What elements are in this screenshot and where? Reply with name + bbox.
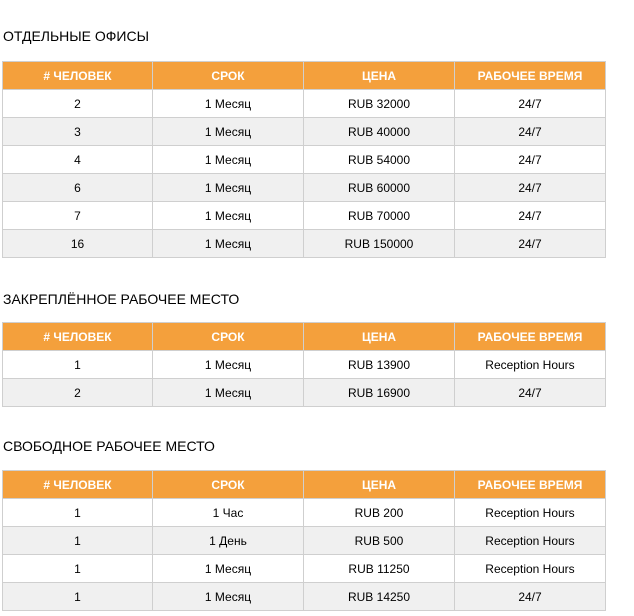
section-title-hot-desk: СВОБОДНОЕ РАБОЧЕЕ МЕСТО	[3, 438, 215, 454]
table-row	[3, 174, 606, 202]
cell-price: RUB 54000	[304, 146, 455, 174]
cell-people: 1	[3, 583, 153, 611]
cell-price: RUB 70000	[304, 202, 455, 230]
header-term: СРОК	[153, 62, 304, 90]
cell-people: 1	[3, 351, 153, 379]
cell-term: 1 Месяц	[153, 202, 304, 230]
cell-term: 1 Месяц	[153, 351, 304, 379]
table-header-row	[3, 62, 606, 90]
cell-term: 1 Месяц	[153, 174, 304, 202]
pricing-table-private-offices	[2, 61, 606, 258]
cell-people: 2	[3, 90, 153, 118]
table-header-row	[3, 471, 606, 499]
cell-price: RUB 150000	[304, 230, 455, 258]
header-price: ЦЕНА	[304, 62, 455, 90]
cell-working-hours: 24/7	[455, 230, 606, 258]
cell-people: 7	[3, 202, 153, 230]
cell-people: 1	[3, 527, 153, 555]
cell-people: 1	[3, 555, 153, 583]
cell-working-hours: 24/7	[455, 174, 606, 202]
cell-term: 1 Месяц	[153, 583, 304, 611]
table-row	[3, 146, 606, 174]
cell-people: 4	[3, 146, 153, 174]
cell-working-hours: 24/7	[455, 146, 606, 174]
cell-price: RUB 16900	[304, 379, 455, 407]
cell-people: 2	[3, 379, 153, 407]
cell-people: 6	[3, 174, 153, 202]
table-row	[3, 118, 606, 146]
cell-people: 16	[3, 230, 153, 258]
cell-people: 3	[3, 118, 153, 146]
header-people: # ЧЕЛОВЕК	[3, 323, 153, 351]
table-row	[3, 202, 606, 230]
header-term: СРОК	[153, 471, 304, 499]
cell-working-hours: 24/7	[455, 118, 606, 146]
pricing-table-hot-desk	[2, 470, 606, 611]
cell-price: RUB 13900	[304, 351, 455, 379]
cell-term: 1 Месяц	[153, 146, 304, 174]
cell-price: RUB 200	[304, 499, 455, 527]
cell-working-hours: Reception Hours	[455, 351, 606, 379]
header-people: # ЧЕЛОВЕК	[3, 62, 153, 90]
cell-working-hours: Reception Hours	[455, 555, 606, 583]
table-header-row	[3, 323, 606, 351]
table-row	[3, 90, 606, 118]
table-row	[3, 583, 606, 611]
cell-price: RUB 14250	[304, 583, 455, 611]
cell-term: 1 День	[153, 527, 304, 555]
cell-term: 1 Месяц	[153, 90, 304, 118]
table-row	[3, 527, 606, 555]
cell-working-hours: 24/7	[455, 583, 606, 611]
header-working-hours: РАБОЧЕЕ ВРЕМЯ	[455, 471, 606, 499]
header-price: ЦЕНА	[304, 323, 455, 351]
cell-term: 1 Час	[153, 499, 304, 527]
cell-term: 1 Месяц	[153, 118, 304, 146]
cell-term: 1 Месяц	[153, 230, 304, 258]
cell-working-hours: 24/7	[455, 202, 606, 230]
header-working-hours: РАБОЧЕЕ ВРЕМЯ	[455, 62, 606, 90]
cell-term: 1 Месяц	[153, 379, 304, 407]
table-row	[3, 555, 606, 583]
header-people: # ЧЕЛОВЕК	[3, 471, 153, 499]
table-row	[3, 230, 606, 258]
header-price: ЦЕНА	[304, 471, 455, 499]
cell-price: RUB 11250	[304, 555, 455, 583]
header-working-hours: РАБОЧЕЕ ВРЕМЯ	[455, 323, 606, 351]
cell-working-hours: 24/7	[455, 90, 606, 118]
cell-price: RUB 40000	[304, 118, 455, 146]
section-title-private-offices: ОТДЕЛЬНЫЕ ОФИСЫ	[3, 28, 150, 44]
header-term: СРОК	[153, 323, 304, 351]
cell-working-hours: 24/7	[455, 379, 606, 407]
cell-price: RUB 500	[304, 527, 455, 555]
cell-people: 1	[3, 499, 153, 527]
cell-price: RUB 60000	[304, 174, 455, 202]
table-row	[3, 351, 606, 379]
pricing-table-fixed-desk	[2, 322, 606, 407]
table-row	[3, 499, 606, 527]
cell-working-hours: Reception Hours	[455, 499, 606, 527]
cell-working-hours: Reception Hours	[455, 527, 606, 555]
cell-price: RUB 32000	[304, 90, 455, 118]
cell-term: 1 Месяц	[153, 555, 304, 583]
section-title-fixed-desk: ЗАКРЕПЛЁННОЕ РАБОЧЕЕ МЕСТО	[3, 291, 240, 307]
table-row	[3, 379, 606, 407]
